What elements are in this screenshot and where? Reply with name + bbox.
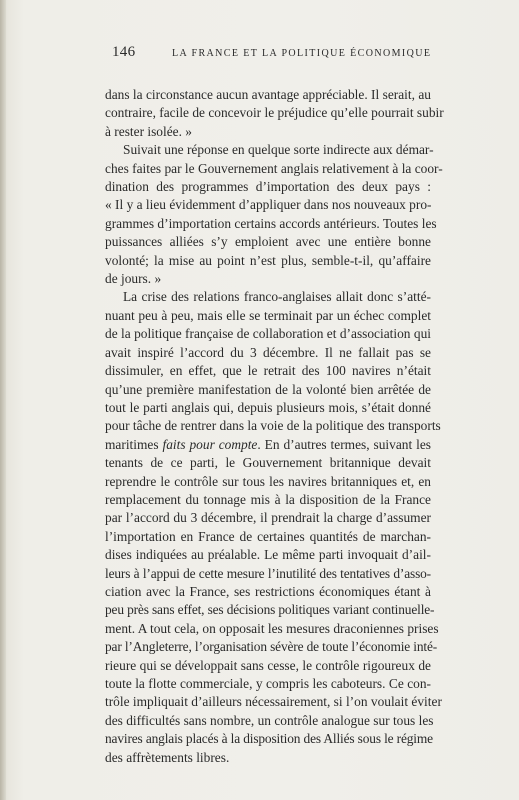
text-line: par l’Angleterre, l’organisation sévère de toute l’économie inté-: [105, 639, 438, 655]
text-line: pour tâche de rentrer dans la voie de la politique des transports: [105, 418, 441, 434]
text-line: l’importation en France de certaines quantités de marchan-: [105, 528, 431, 544]
text-line: navires anglais placés à la disposition des Alliés sous le régime: [105, 731, 433, 747]
text-line: puissances alliées s’y emploient avec une entière bonne: [105, 234, 431, 250]
paragraph: [105, 86, 444, 141]
text-line: reprendre le contrôle sur tous les navires britanniques et, en: [105, 473, 431, 489]
emphasized-text: faits pour compte: [162, 436, 258, 452]
text-line: dises indiquées au préalable. Le même parti invoquait d’ail-: [105, 547, 431, 563]
paragraph: [105, 141, 443, 288]
text-line: des difficultés sans nombre, un contrôle analogue sur tous les: [105, 712, 434, 728]
text-line: dans la circonstance aucun avantage appréciable. Il serait, au: [105, 87, 431, 102]
text-line: contraire, facile de concevoir le préjudice qu’elle pourrait subir: [105, 105, 444, 121]
text-line: dination des programmes d’importation des deux pays :: [105, 179, 431, 195]
text-line: de jours. »: [105, 271, 162, 287]
text-line: rieure qui se développait sans cesse, le contrôle rigoureux de: [105, 657, 431, 673]
text-line: « Il y a lieu évidemment d’appliquer dans nos nouveaux pro-: [105, 197, 432, 213]
text-line: avait inspiré l’accord du 3 décembre. Il ne fallait pas se: [105, 344, 431, 360]
text-line: tenants de ce parti, le Gouvernement britannique devait: [105, 455, 431, 471]
text-line: remplacement du tonnage mis à la disposition de la France: [105, 491, 431, 507]
text-line: nuant peu à peu, mais elle se terminait par un échec complet: [105, 307, 431, 323]
page-number: 146: [112, 44, 136, 60]
page-binding-edge: [0, 0, 6, 800]
text-line: La crise des relations franco-anglaises allait donc s’atté-: [123, 289, 431, 305]
text-line: par l’accord du 3 décembre, il prendrait la charge d’assumer: [105, 510, 431, 526]
text-line: leurs à l’appui de cette mesure l’inutilité des tentatives d’asso-: [105, 565, 431, 581]
text-line: trôle impliquait d’ailleurs nécessairement, si l’on voulait éviter: [105, 694, 442, 710]
text-line: toute la flotte commerciale, y compris les caboteurs. Ce con-: [105, 676, 431, 691]
text-line: tout le parti anglais qui, depuis plusieurs mois, s’était donné: [105, 399, 431, 415]
body-text: [105, 86, 444, 767]
text-line: grammes d’importation certains accords antérieurs. Toutes les: [105, 215, 437, 231]
text-line: ches faites par le Gouvernement anglais relativement à la coor-: [105, 160, 443, 176]
running-title: LA FRANCE ET LA POLITIQUE ÉCONOMIQUE: [172, 48, 432, 59]
text-line: ciation avec la France, ses restrictions économiques étant à: [105, 583, 431, 599]
paragraph: [105, 288, 442, 767]
text-line: ment. A tout cela, on opposait les mesures draconiennes prises: [105, 620, 439, 636]
text-line: des affrètements libres.: [105, 749, 230, 765]
page-header: [112, 44, 430, 68]
text-line: volonté; la mise au point n’est plus, semble-t-il, qu’affaire: [105, 252, 431, 268]
text-line: dissimuler, en effet, que le retrait des 100 navires n’était: [105, 363, 431, 379]
text-line: Suivait une réponse en quelque sorte indirecte aux démar-: [123, 142, 434, 158]
text-line: peu près sans effet, ses décisions politiques variant continuelle-: [105, 602, 435, 618]
text-line: maritimes faits pour compte. En d’autres termes, suivant les: [105, 436, 431, 452]
text-line: à rester isolée. »: [105, 123, 192, 139]
text-line: qu’une première manifestation de la volonté bien arrêtée de: [105, 381, 431, 397]
text-line: de la politique française de collaboration et d’association qui: [105, 326, 431, 342]
